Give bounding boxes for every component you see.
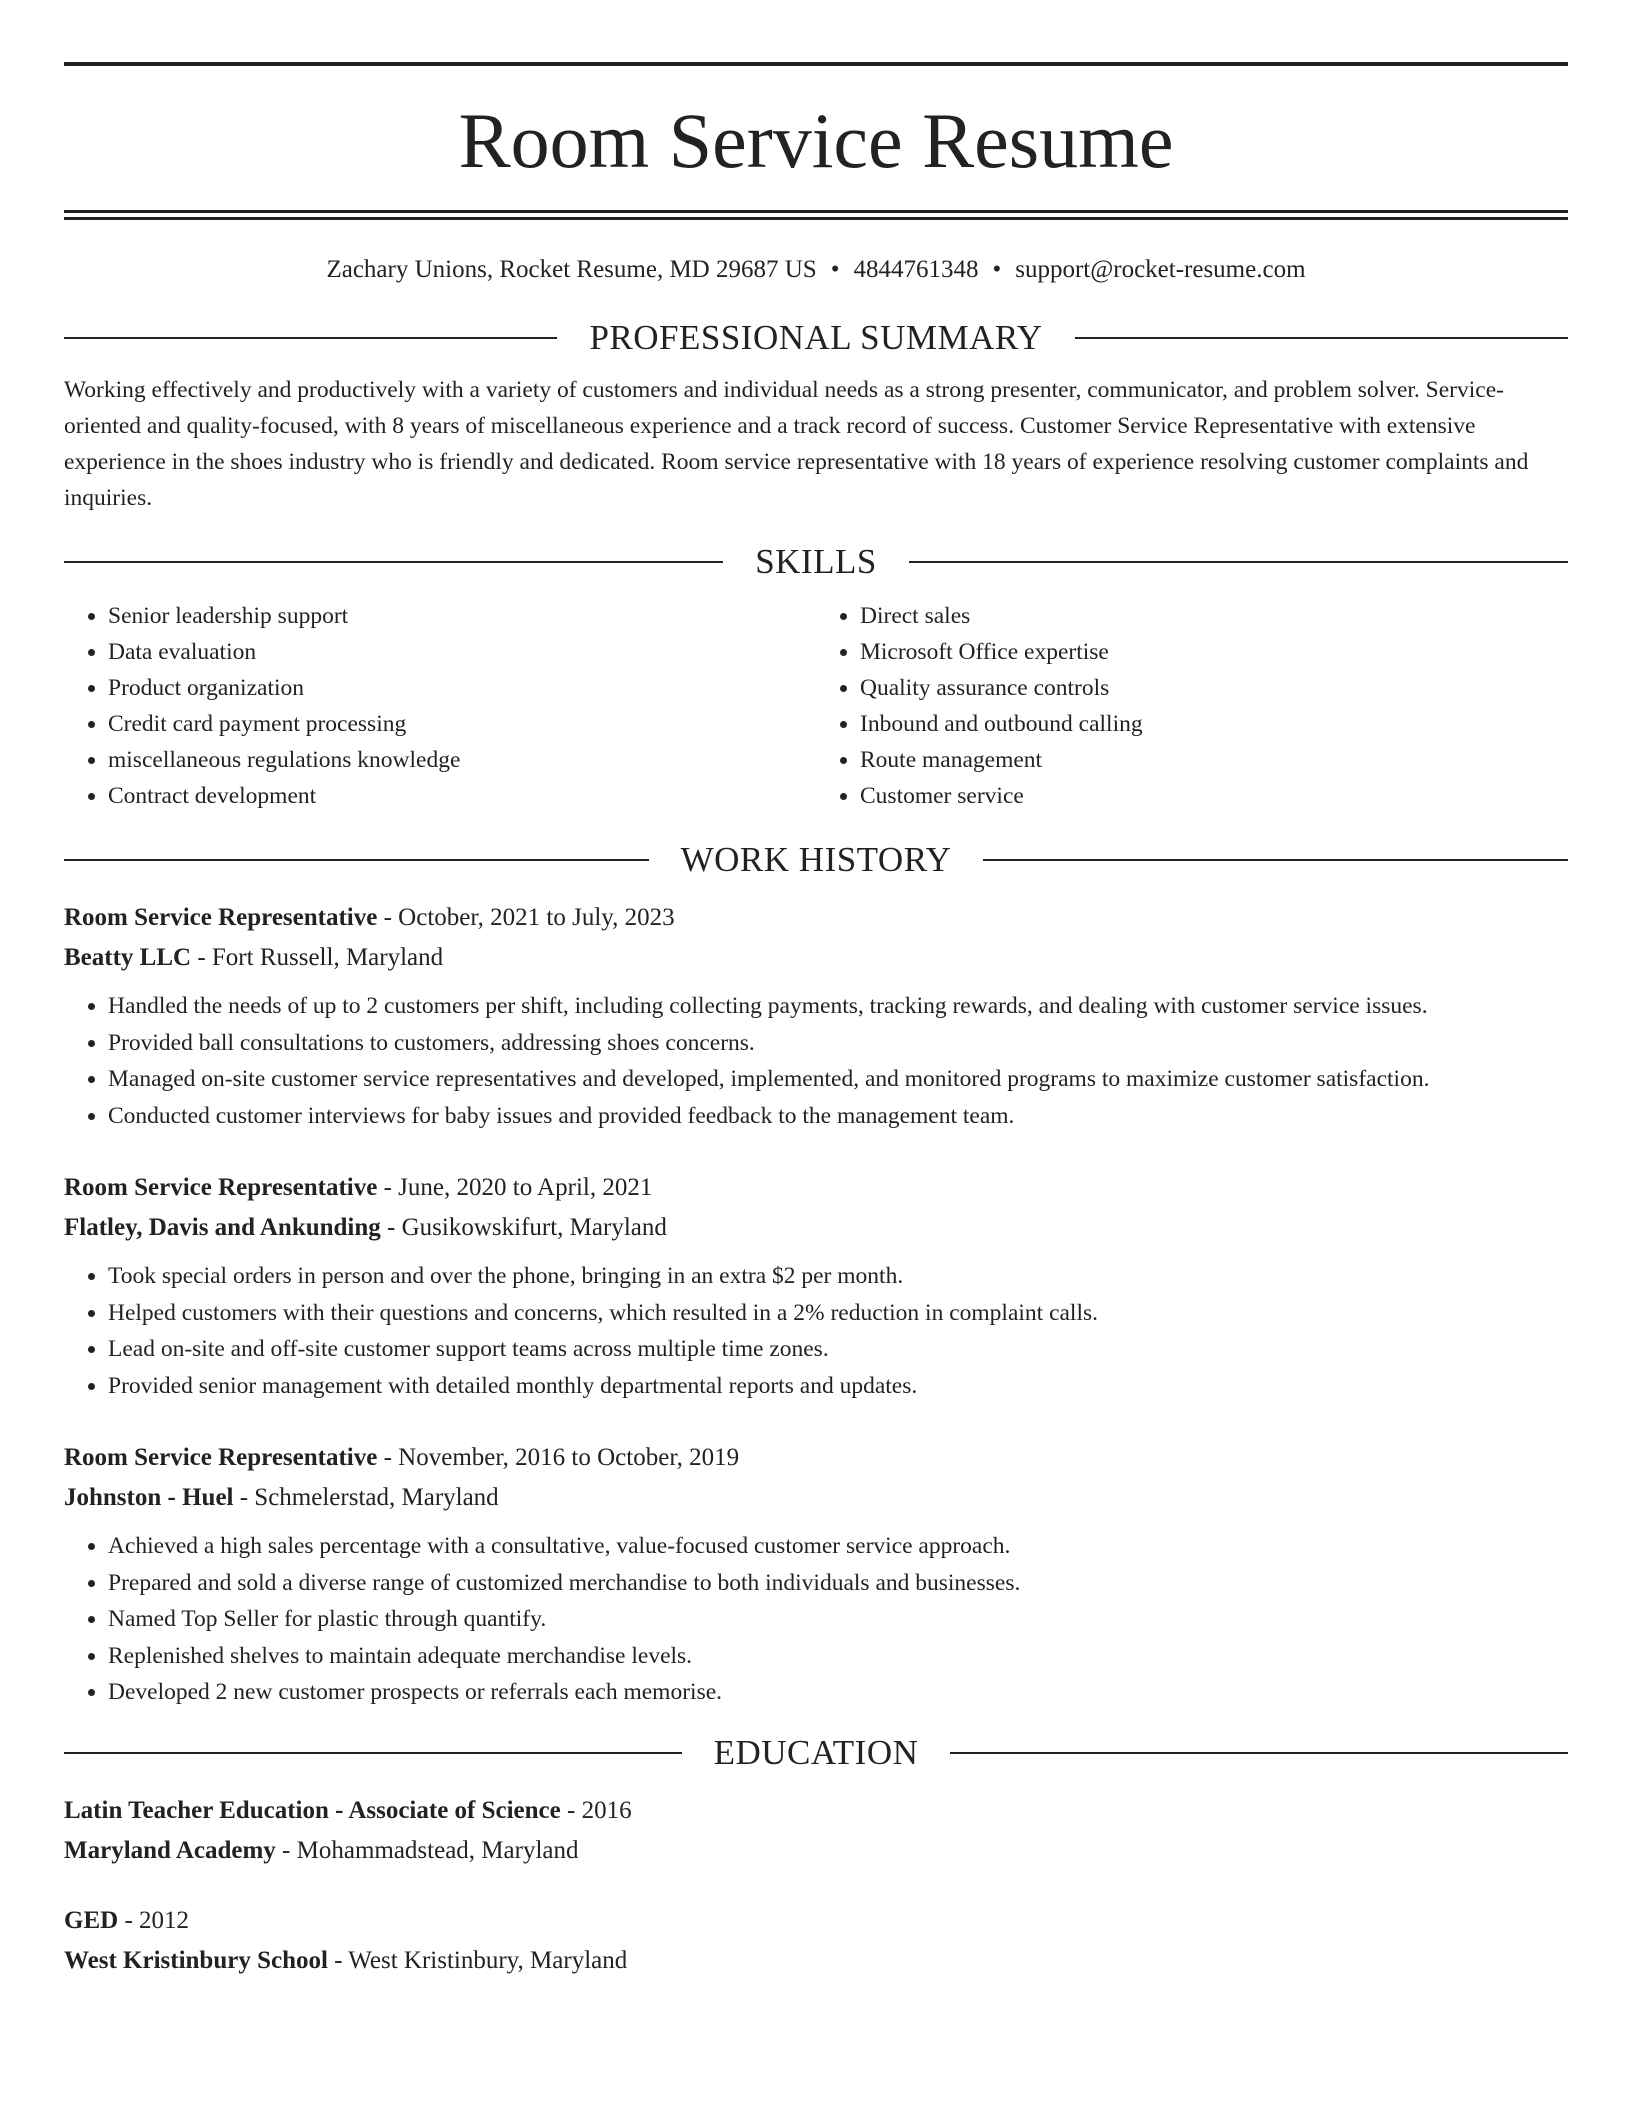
job-company-line <box>64 1208 1568 1248</box>
job-role: Room Service Representative <box>64 904 378 931</box>
section-rule <box>909 561 1568 563</box>
education-degree-line <box>64 1901 1568 1941</box>
section-rule <box>1075 337 1568 339</box>
job-location: - Gusikowskifurt, Maryland <box>380 1214 667 1241</box>
resume-title: Room Service Resume <box>458 97 1174 184</box>
job-bullets <box>64 1528 1568 1711</box>
education-entry <box>64 1791 1568 1871</box>
section-header-work <box>64 840 1568 880</box>
education-school-line <box>64 1941 1568 1981</box>
skill-item: • Inbound and outbound calling <box>860 706 1568 742</box>
job-dates: - June, 2020 to April, 2021 <box>377 1174 653 1201</box>
skill-item: • Route management <box>860 742 1568 778</box>
education-degree-line <box>64 1791 1568 1831</box>
job-bullet: • Provided senior management with detailed monthly departmental reports and updates. <box>108 1368 1568 1405</box>
job-entry <box>64 1438 1568 1711</box>
job-dates: - November, 2016 to October, 2019 <box>377 1444 740 1471</box>
section-title-skills: SKILLS <box>755 542 877 581</box>
contact-phone: 4844761348 <box>853 256 979 283</box>
section-title-summary: PROFESSIONAL SUMMARY <box>589 318 1043 357</box>
skill-item: • Quality assurance controls <box>860 670 1568 706</box>
job-bullet: • Prepared and sold a diverse range of customized merchandise to both individuals and businesses. <box>108 1565 1568 1602</box>
job-role-line <box>64 1168 1568 1208</box>
education-year: - 2012 <box>118 1906 190 1934</box>
skill-item: • Senior leadership support <box>108 598 816 634</box>
job-bullet: • Achieved a high sales percentage with a consultative, value-focused customer service approach. <box>108 1528 1568 1565</box>
job-bullet: • Developed 2 new customer prospects or referrals each memorise. <box>108 1674 1568 1711</box>
skill-item: • Customer service <box>860 778 1568 814</box>
skill-item: • Product organization <box>108 670 816 706</box>
job-company-line <box>64 938 1568 978</box>
education-location: - Mohammadstead, Maryland <box>275 1836 579 1864</box>
education-degree: GED <box>64 1906 119 1934</box>
skills-list <box>64 598 1568 814</box>
job-bullet: • Handled the needs of up to 2 customers per shift, including collecting payments, tracking rewards, and dealing with customer service issues. <box>108 988 1568 1025</box>
job-company: Flatley, Davis and Ankunding <box>64 1214 381 1241</box>
contact-address: Zachary Unions, Rocket Resume, MD 29687 US <box>326 256 817 283</box>
skill-item: • miscellaneous regulations knowledge <box>108 742 816 778</box>
section-header-education <box>64 1733 1568 1773</box>
skill-item: • Microsoft Office expertise <box>860 634 1568 670</box>
education-school: Maryland Academy <box>64 1836 276 1864</box>
section-rule <box>64 859 649 861</box>
education-year: - 2016 <box>560 1796 632 1824</box>
job-role: Room Service Representative <box>64 1444 378 1471</box>
job-bullet: • Named Top Seller for plastic through quantify. <box>108 1601 1568 1638</box>
job-bullet: • Took special orders in person and over the phone, bringing in an extra $2 per month. <box>108 1258 1568 1295</box>
job-bullet: • Helped customers with their questions and concerns, which resulted in a 2% reduction in complaint calls. <box>108 1295 1568 1332</box>
contact-line <box>64 256 1568 284</box>
job-dates: - October, 2021 to July, 2023 <box>377 904 675 931</box>
job-role: Room Service Representative <box>64 1174 378 1201</box>
job-company-line <box>64 1478 1568 1518</box>
job-entry <box>64 898 1568 1134</box>
skill-item: • Direct sales <box>860 598 1568 634</box>
job-company: Johnston - Huel <box>64 1484 234 1511</box>
job-bullet: • Conducted customer interviews for baby issues and provided feedback to the management team. <box>108 1098 1568 1135</box>
contact-separator: • <box>830 256 840 283</box>
section-rule <box>64 561 723 563</box>
education-location: - West Kristinbury, Maryland <box>327 1946 628 1974</box>
education-entry <box>64 1901 1568 1981</box>
double-rule <box>64 210 1568 220</box>
job-role-line <box>64 1438 1568 1478</box>
section-rule <box>983 859 1568 861</box>
skills-column-left <box>64 598 816 814</box>
job-bullets <box>64 988 1568 1134</box>
section-header-skills <box>64 542 1568 582</box>
section-rule <box>950 1752 1568 1754</box>
job-location: - Schmelerstad, Maryland <box>233 1484 499 1511</box>
education-school-line <box>64 1831 1568 1871</box>
job-bullet: • Lead on-site and off-site customer support teams across multiple time zones. <box>108 1331 1568 1368</box>
skill-item: • Data evaluation <box>108 634 816 670</box>
job-bullets <box>64 1258 1568 1404</box>
job-bullet: • Replenished shelves to maintain adequate merchandise levels. <box>108 1638 1568 1675</box>
education-degree: Latin Teacher Education - Associate of Science <box>64 1796 561 1824</box>
section-header-summary <box>64 318 1568 358</box>
education-school: West Kristinbury School <box>64 1946 328 1974</box>
skill-item: • Credit card payment processing <box>108 706 816 742</box>
summary-text: Working effectively and productively with a variety of customers and individual needs as a strong presenter, communicator, and problem solver. Service-oriented and quality-focused, with 8 years of miscellaneous experience and a track record of success. Customer Service Representative with extensive experience in the shoes industry who is friendly and dedicated. Room service representative with 18 years of experience resolving customer complaints and inquiries. <box>64 377 1529 511</box>
skill-item: • Contract development <box>108 778 816 814</box>
section-title-education: EDUCATION <box>713 1732 919 1772</box>
contact-email: support@rocket-resume.com <box>1015 256 1306 283</box>
job-role-line <box>64 898 1568 938</box>
contact-separator: • <box>992 256 1002 283</box>
section-title-work: WORK HISTORY <box>680 840 952 879</box>
section-rule <box>64 337 557 339</box>
job-entry <box>64 1168 1568 1404</box>
job-company: Beatty LLC <box>64 944 192 971</box>
job-bullet: • Provided ball consultations to customers, addressing shoes concerns. <box>108 1025 1568 1062</box>
job-location: - Fort Russell, Maryland <box>191 944 444 971</box>
job-bullet: • Managed on-site customer service representatives and developed, implemented, and monitored programs to maximize customer satisfaction. <box>108 1061 1568 1098</box>
top-rule <box>64 62 1568 66</box>
section-rule <box>64 1752 682 1754</box>
skills-column-right <box>816 598 1568 814</box>
